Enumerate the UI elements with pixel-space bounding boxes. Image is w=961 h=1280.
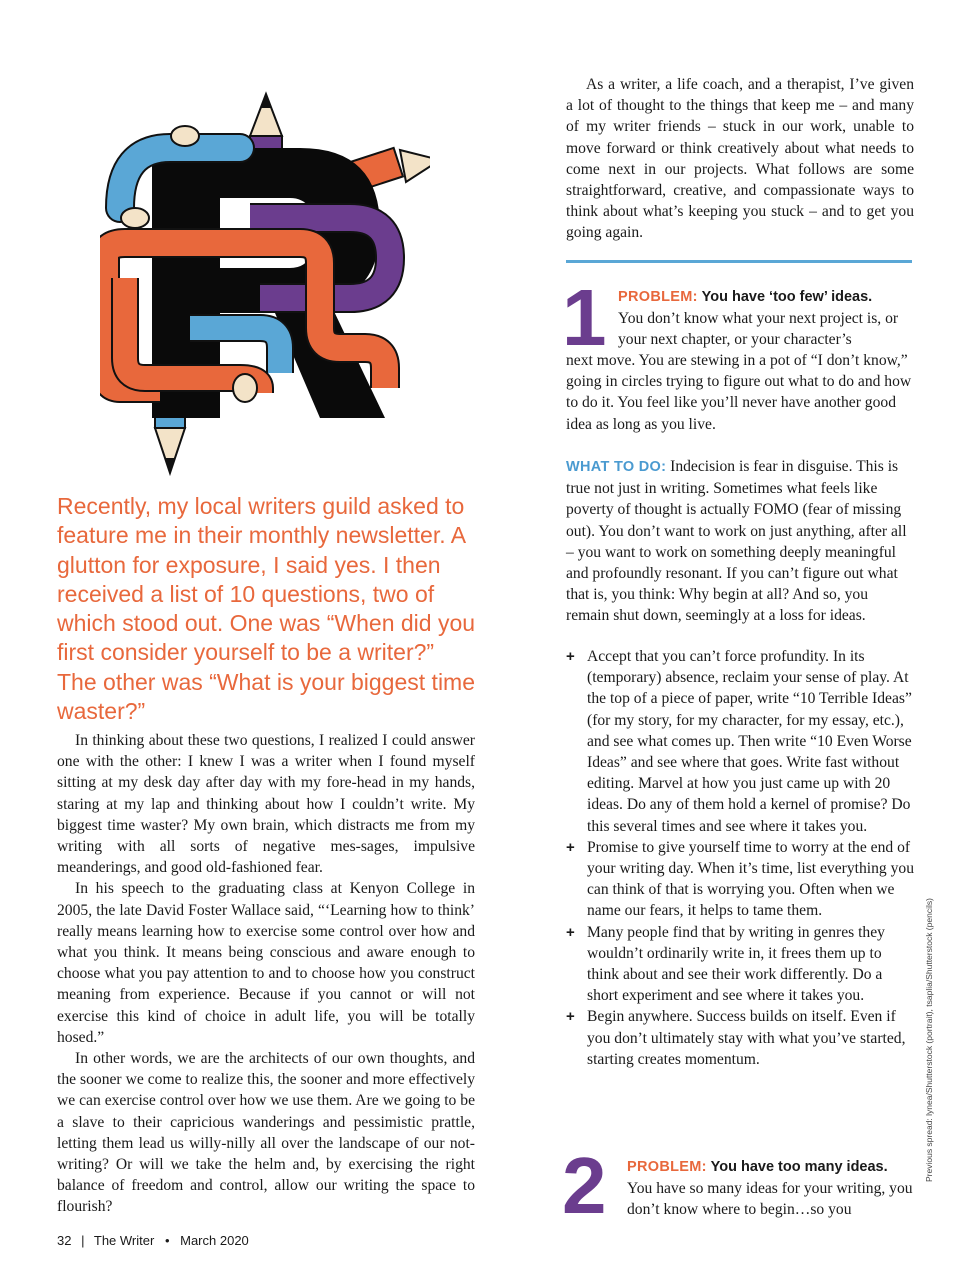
- body-paragraph: In his speech to the graduating class at Kenyon College in 2005, the late David Foster Wallace said, “‘Learning how to think’ really means learning how to exercise some control over how and what you think. It means being conscious and aware enough to choose what you pay attention to and to choose how you construct meaning from experience. Because if you cannot or will not exercise this kind of choice in adult life, you will be totally hosed.”: [57, 880, 475, 1046]
- tip-text: Promise to give yourself time to worry at the end of your writing day. When it’s time, list everything you can think of that is worrying you. Often when we name our fears, it helps to tame them.: [587, 838, 914, 920]
- left-column-body: [57, 730, 475, 1218]
- tip-text: Many people find that by writing in genres they wouldn’t ordinarily write in, it frees them up to think about and see their work differently. Do a short experiment and see where it takes you.: [587, 923, 885, 1005]
- body-paragraph: In other words, we are the architects of our own thoughts, and the sooner we come to realize this, the sooner and more effectively we can exercise control over how we use them. Are we going to be a slave to their capricious wanderings and pessimistic prattle, letting them lead us willy-nilly all over the landscape of our not-writing? Or will we take the helm and, by exercising the right balance of freedom and control, allow our writing the space to flourish?: [57, 1050, 475, 1216]
- plus-icon: +: [566, 838, 575, 856]
- intro-paragraph: As a writer, a life coach, and a therapist, I’ve given a lot of thought to the things that keep me – and many of my writer friends – stuck in our work, unable to move forward or think creatively about what needs to come next in our projects. What follows are some straightforward, creative, and compassionate ways to think about what’s keeping you stuck – and to get you going again.: [566, 76, 914, 242]
- section-divider: [566, 260, 912, 263]
- list-item: [566, 922, 914, 1007]
- footer-separator: |: [81, 1233, 85, 1248]
- plus-icon: +: [566, 648, 575, 665]
- list-item: [566, 1006, 914, 1070]
- body-paragraph: In thinking about these two questions, I realized I could answer one with the other: I knew I was a writer when I found myself sitting at my desk day after day with my fore-head in my hands, staring at my lap and thinking about how I couldn’t write. My biggest time waster? My own brain, which distracts me from my writing with all sorts of negative mes-sages, impulsive meanderings, and good old-fashioned fear.: [57, 732, 475, 877]
- problem-1-body: next move. You are stewing in a pot of “I don’t know,” going in circles trying to figure out what to do and how to do it. You feel like you’ll never have another good idea as long as you live.: [566, 352, 912, 433]
- tips-list: [566, 646, 914, 1070]
- list-item: [566, 837, 914, 922]
- plus-icon: +: [566, 923, 575, 941]
- problem-2-label: PROBLEM:: [627, 1159, 707, 1175]
- page-footer: [57, 1233, 249, 1248]
- page-number: 32: [57, 1233, 72, 1248]
- plus-icon: +: [566, 1008, 575, 1026]
- tip-text: Begin anywhere. Success builds on itself. Even if you don’t ultimately stay with what you’ve started, starting creates momentum.: [587, 1008, 906, 1068]
- pencil-letter-r-illustration: [100, 88, 430, 478]
- what-to-do-text: Indecision is fear in disguise. This is true not just in writing. Sometimes what feels like poverty of thought is actually FOMO (fear of missing out). You don’t want to work on just anything, after all – you want to work on something deeply meaningful and profoundly resonant. If you can’t figure out what that is, you think: Why begin at all? And so, you remain shut down, seemingly at a loss for ideas.: [566, 458, 907, 625]
- problem-2-intro: [627, 1156, 917, 1221]
- problem-1-headline: You have ‘too few’ ideas.: [701, 289, 873, 305]
- list-item: [566, 646, 914, 837]
- tip-text: Accept that you can’t force profundity. In its (temporary) absence, reclaim your sense of play. At the top of a piece of paper, write “10 Terrible Ideas” (for my story, for my character, for my essay, etc.), and see what comes up. Then write “10 Even Worse Ideas” and see where that goes. Write fast without editing. Marvel at how you just came up with 20 ideas. Do any of them hold a kernel of promise? Do this several times and see where it takes you.: [587, 648, 912, 835]
- what-to-do-paragraph: [566, 456, 914, 627]
- pull-quote: Recently, my local writers guild asked to feature me in their monthly newsletter. A glutton for exposure, I said yes. I then received a list of 10 questions, two of which stood out. One was “When did you first consider yourself to be a writer?” The other was “What is your biggest time waster?”: [57, 493, 476, 725]
- problem-2-first-lines: You have so many ideas for your writing, you don’t know where to begin…so you: [627, 1180, 913, 1219]
- magazine-name: The Writer: [93, 1233, 155, 1248]
- problem-number-2: 2: [562, 1141, 607, 1230]
- what-to-do-label: WHAT TO DO:: [566, 459, 667, 475]
- problem-2-headline: You have too many ideas.: [710, 1159, 888, 1175]
- problem-1-first-lines: You don’t know what your next project is, or your next chapter, or your character’s: [618, 310, 899, 349]
- problem-1-label: PROBLEM:: [618, 289, 698, 305]
- problem-number-1: 1: [562, 273, 607, 362]
- photo-credit: Previous spread: lynea/Shutterstock (portrait), tsaplia/Shutterstock (pencils): [924, 898, 934, 1182]
- problem-1-intro: [618, 286, 914, 351]
- issue-date: March 2020: [180, 1233, 249, 1248]
- footer-bullet: •: [164, 1233, 170, 1248]
